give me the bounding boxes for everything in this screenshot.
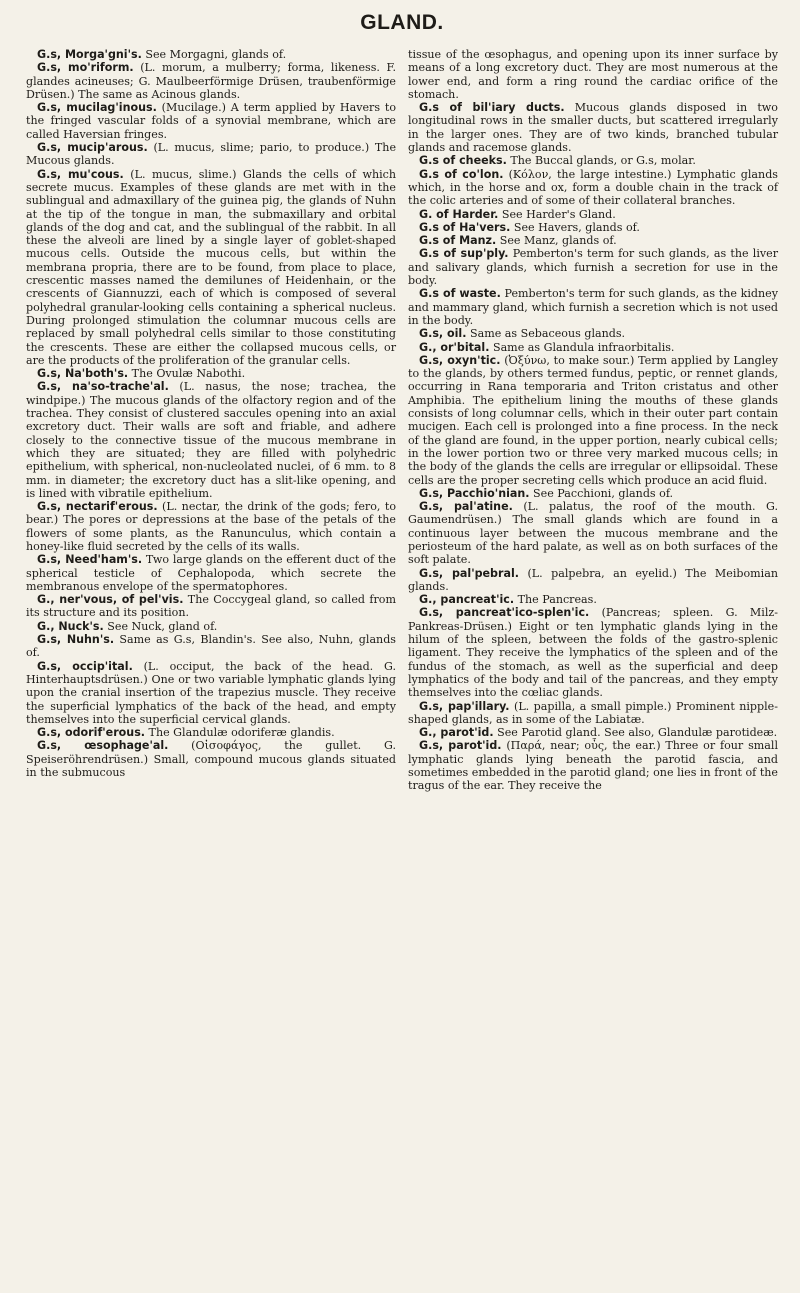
entry-definition: Pemberton's term for such glands, as the liver and salivary glands, which furnish a secretion for use in the body. [408, 247, 779, 288]
right-column [408, 48, 778, 793]
dictionary-entry [408, 354, 778, 487]
dictionary-entry [408, 327, 778, 340]
columns [26, 48, 778, 793]
dictionary-entry [408, 606, 778, 699]
dictionary-entry [408, 234, 778, 247]
dictionary-entry [408, 739, 778, 792]
entry-headword: G.s, pal'pebral. [419, 566, 519, 580]
entry-headword: G. of Harder. [419, 207, 499, 221]
entry-headword: G.s, occip'ital. [37, 659, 133, 673]
entry-definition: The Pancreas. [514, 593, 597, 607]
dictionary-entry [26, 168, 396, 367]
dictionary-entry [408, 247, 778, 287]
entry-headword: G.s, Nuhn's. [37, 633, 115, 647]
entry-headword: G., ner'vous, of pel'vis. [37, 593, 184, 607]
dictionary-entry [408, 500, 778, 566]
dictionary-entry [26, 726, 396, 739]
entry-definition: See Harder's Gland. [498, 207, 616, 221]
entry-headword: G.s, Na'both's. [37, 367, 129, 381]
entry-definition: See Nuck, gland of. [103, 619, 218, 633]
dictionary-entry [26, 367, 396, 380]
entry-headword: G.s, mucip'arous. [37, 141, 148, 155]
dictionary-entry [408, 726, 778, 739]
entry-definition: See Pacchioni, glands of. [529, 486, 674, 500]
entry-definition: (L. occiput, the back of the head. G. Hinterhauptsdrüsen.) One or two variable lymphatic glands lying upon the cranial insertion of the trapezius muscle. They receive the superficial lymphatics of the back of the head, and empty themselves into the superficial cervical glands. [26, 659, 396, 726]
dictionary-entry [408, 487, 778, 500]
entry-headword: G.s, Pacchio'nian. [419, 486, 530, 500]
dictionary-entry [26, 61, 396, 101]
dictionary-entry [408, 341, 778, 354]
dictionary-entry [26, 141, 396, 168]
entry-definition: (L. morum, a mulberry; forma, likeness. F. glandes acineuses; G. Maulbeerförmige Drüsen, traubenförmige Drüsen.) The same as Acinous glands. [26, 61, 396, 101]
entry-definition: Mucous glands disposed in two longitudinal rows in the smaller ducts, but scattered irregularly in the larger ones. They are of two kinds, branched tubular glands and racemose glands. [408, 101, 778, 155]
entry-headword: G.s of bil'iary ducts. [419, 101, 565, 115]
dictionary-entry [26, 620, 396, 633]
dictionary-entry [26, 380, 396, 500]
dictionary-entry [408, 287, 778, 327]
entry-headword: G.s, Morga'gni's. [37, 48, 142, 61]
entry-headword: G.s, nectarif'erous. [37, 500, 158, 514]
entry-definition: The Buccal glands, or G.s, molar. [506, 154, 696, 168]
dictionary-entry [26, 660, 396, 726]
dictionary-entry [26, 553, 396, 593]
entry-definition: The Ovulæ Nabothi. [128, 367, 246, 381]
entry-definition: (L. palatus, the roof of the mouth. G. Gaumendrüsen.) The small glands which are found in a continuous layer between the mucous membrane and the periosteum of the hard palate, as well as on both surfaces of the soft palate. [408, 500, 778, 567]
dictionary-entry [26, 48, 396, 61]
dictionary-entry [408, 101, 778, 154]
dictionary-entry [26, 101, 396, 141]
entry-definition: The Coccygeal gland, so called from its structure and its position. [26, 593, 396, 620]
entry-headword: G.s of co'lon. [419, 167, 504, 181]
entry-headword: G.s of Manz. [419, 234, 497, 248]
entry-definition: tissue of the œsophagus, and opening upon its inner surface by means of a long excretory duct. They are most numerous at the lower end, and form a ring round the cardiac orifice of the stomach. [408, 48, 778, 101]
entry-headword: G.s, mo'riform. [37, 61, 134, 75]
dictionary-entry [408, 154, 778, 167]
entry-headword: G.s, Need'ham's. [37, 553, 143, 567]
entry-headword: G.s, mu'cous. [37, 167, 124, 181]
entry-headword: G.s, mucilag'inous. [37, 101, 157, 115]
entry-headword: G., or'bital. [419, 340, 490, 354]
entry-definition: The Glandulæ odoriferæ glandis. [145, 726, 335, 740]
entry-definition: (L. nasus, the nose; trachea, the windpipe.) The mucous glands of the olfactory region and of the trachea. They consist of clustered saccules opening into an axial excretory duct. Their walls are soft and friable, and adhere closely to the connective tissue of the mucous membrane in which they are situated; they are filled with polyhedric epithelium, with spherical, non-nucleolated nuclei, of 6 mm. to 8 mm. in diameter; the excretory duct has a slit-like opening, and is lined with vibratile epithelium. [26, 380, 396, 500]
entry-definition: Same as G.s, Blandin's. See also, Nuhn, glands of. [26, 633, 396, 660]
entry-definition: (L. mucus, slime.) Glands the cells of which secrete mucus. Examples of these glands are met with in the sublingual and admaxillary of the guinea pig, the glands of Nuhn at the tip of the tongue in man, the submaxillary and orbital glands of the dog and cat, and the sublingual of the rabbit. In all these the alveoli are lined by a single layer of goblet-shaped mucous cells. Outside the mucous cells, but within the membrana propria, there are to be found, from place to place, crescentic masses named the demilunes of Heidenhain, or the crescents of Giannuzzi, each of which is composed of several polyhedral granular-looking cells containing a spherical nucleus. During prolonged stimulation the columnar mucous cells are replaced by small polyhedral cells similar to those constituting the crescents. These are either the collapsed mucous cells, or are the products of the proliferation of the granular cells. [26, 167, 396, 367]
dictionary-entry [408, 593, 778, 606]
entry-definition: (Παρά, near; οὖς, the ear.) Three or four small lymphatic glands lying beneath the parotid fascia, and sometimes embedded in the parotid gland; one lies in front of the tragus of the ear. They receive the [408, 739, 778, 793]
entry-headword: G.s, oxyn'tic. [419, 353, 501, 367]
entry-definition: (L. papilla, a small pimple.) Prominent nipple-shaped glands, as in some of the Labiatæ. [408, 699, 779, 726]
entry-definition: See Parotid gland. See also, Glandulæ parotideæ. [493, 726, 778, 740]
entry-headword: G.s, na'so-trache'al. [37, 380, 169, 394]
entry-headword: G.s, pancreat'ico-splen'ic. [419, 606, 590, 620]
entry-headword: G.s, pal'atine. [419, 500, 513, 514]
entry-headword: G., pancreat'ic. [419, 593, 515, 607]
entry-headword: G.s of sup'ply. [419, 247, 509, 261]
entry-definition: Same as Sebaceous glands. [466, 327, 626, 341]
left-column [26, 48, 396, 793]
entry-headword: G.s of cheeks. [419, 154, 507, 168]
entry-headword: G.s of Ha'vers. [419, 220, 511, 234]
entry-headword: G.s, odorif'erous. [37, 726, 146, 740]
entry-headword: G.s, oil. [419, 327, 467, 341]
entry-definition: (Ὀξύνω, to make sour.) Term applied by Langley to the glands, by others termed fundus, peptic, or rennet glands, occurring in Rana temporaria and Triton cristatus and other Amphibia. The epithelium lining the mouths of these glands consists of long columnar cells, which in their outer part contain mucigen. Each cell is prolonged into a fine process. In the neck of the gland are found, in the upper portion, nearly cubical cells; in the lower portion two or three very marked mucous cells; in the body of the glands the cells are irregular or ellipsoidal. These cells are the proper secreting cells which produce an acid fluid. [408, 353, 778, 487]
dictionary-entry [26, 500, 396, 553]
entry-definition: Same as Glandula infraorbitalis. [489, 340, 675, 354]
entry-definition: Two large glands on the efferent duct of the spherical testicle of Cephalopoda, which secrete the membranous envelope of the spermatophores. [26, 553, 396, 593]
entry-definition: (Οἰσοφάγος, the gullet. G. Speiseröhrendrüsen.) Small, compound mucous glands situated in the submucous [26, 739, 396, 780]
entry-definition: (L. palpebra, an eyelid.) The Meibomian glands. [408, 566, 778, 593]
dictionary-entry [26, 633, 396, 660]
dictionary-entry [408, 221, 778, 234]
entry-definition: (Κόλον, the large intestine.) Lymphatic glands which, in the horse and ox, form a double chain in the track of the colic arteries and of some of their collateral branches. [408, 167, 778, 208]
entry-definition: (L. mucus, slime; pario, to produce.) The Mucous glands. [26, 141, 397, 168]
entry-definition: (Pancreas; spleen. G. Milz-Pankreas-Drüsen.) Eight or ten lymphatic glands lying in the hilum of the spleen, between the folds of the gastro-splenic ligament. They receive the lymphatics of the spleen and of the fundus of the stomach, as well as the superficial and deep lymphatics of the body and tail of the pancreas, and they empty themselves into the cœliac glands. [408, 606, 778, 700]
dictionary-entry [408, 48, 778, 101]
dictionary-entry [408, 700, 778, 727]
entry-definition: See Morgagni, glands of. [141, 48, 287, 61]
entry-headword: G., parot'id. [419, 726, 494, 740]
dictionary-entry [408, 168, 778, 208]
entry-headword: G.s, pap'illary. [419, 699, 510, 713]
entry-headword: G.s of waste. [419, 287, 501, 301]
running-head: GLAND. [360, 11, 444, 34]
entry-headword: G.s, œsophage'al. [37, 739, 169, 753]
entry-definition: (Mucilage.) A term applied by Havers to the fringed vascular folds of a synovial membrane, which are called Haversian fringes. [26, 101, 396, 141]
dictionary-entry [408, 208, 778, 221]
dictionary-entry [408, 567, 778, 594]
entry-headword: G., Nuck's. [37, 619, 104, 633]
dictionary-entry [26, 739, 396, 779]
entry-definition: Pemberton's term for such glands, as the kidney and mammary gland, which furnish a secretion which is not used in the body. [408, 287, 778, 327]
entry-definition: See Manz, glands of. [496, 234, 617, 248]
entry-definition: See Havers, glands of. [510, 220, 640, 234]
entry-definition: (L. nectar, the drink of the gods; fero, to bear.) The pores or depressions at the base of the petals of the flowers of some plants, as the Ranunculus, which contain a honey-like fluid secreted by the cells of its walls. [26, 500, 396, 553]
entry-headword: G.s, parot'id. [419, 739, 502, 753]
dictionary-entry [26, 593, 396, 620]
